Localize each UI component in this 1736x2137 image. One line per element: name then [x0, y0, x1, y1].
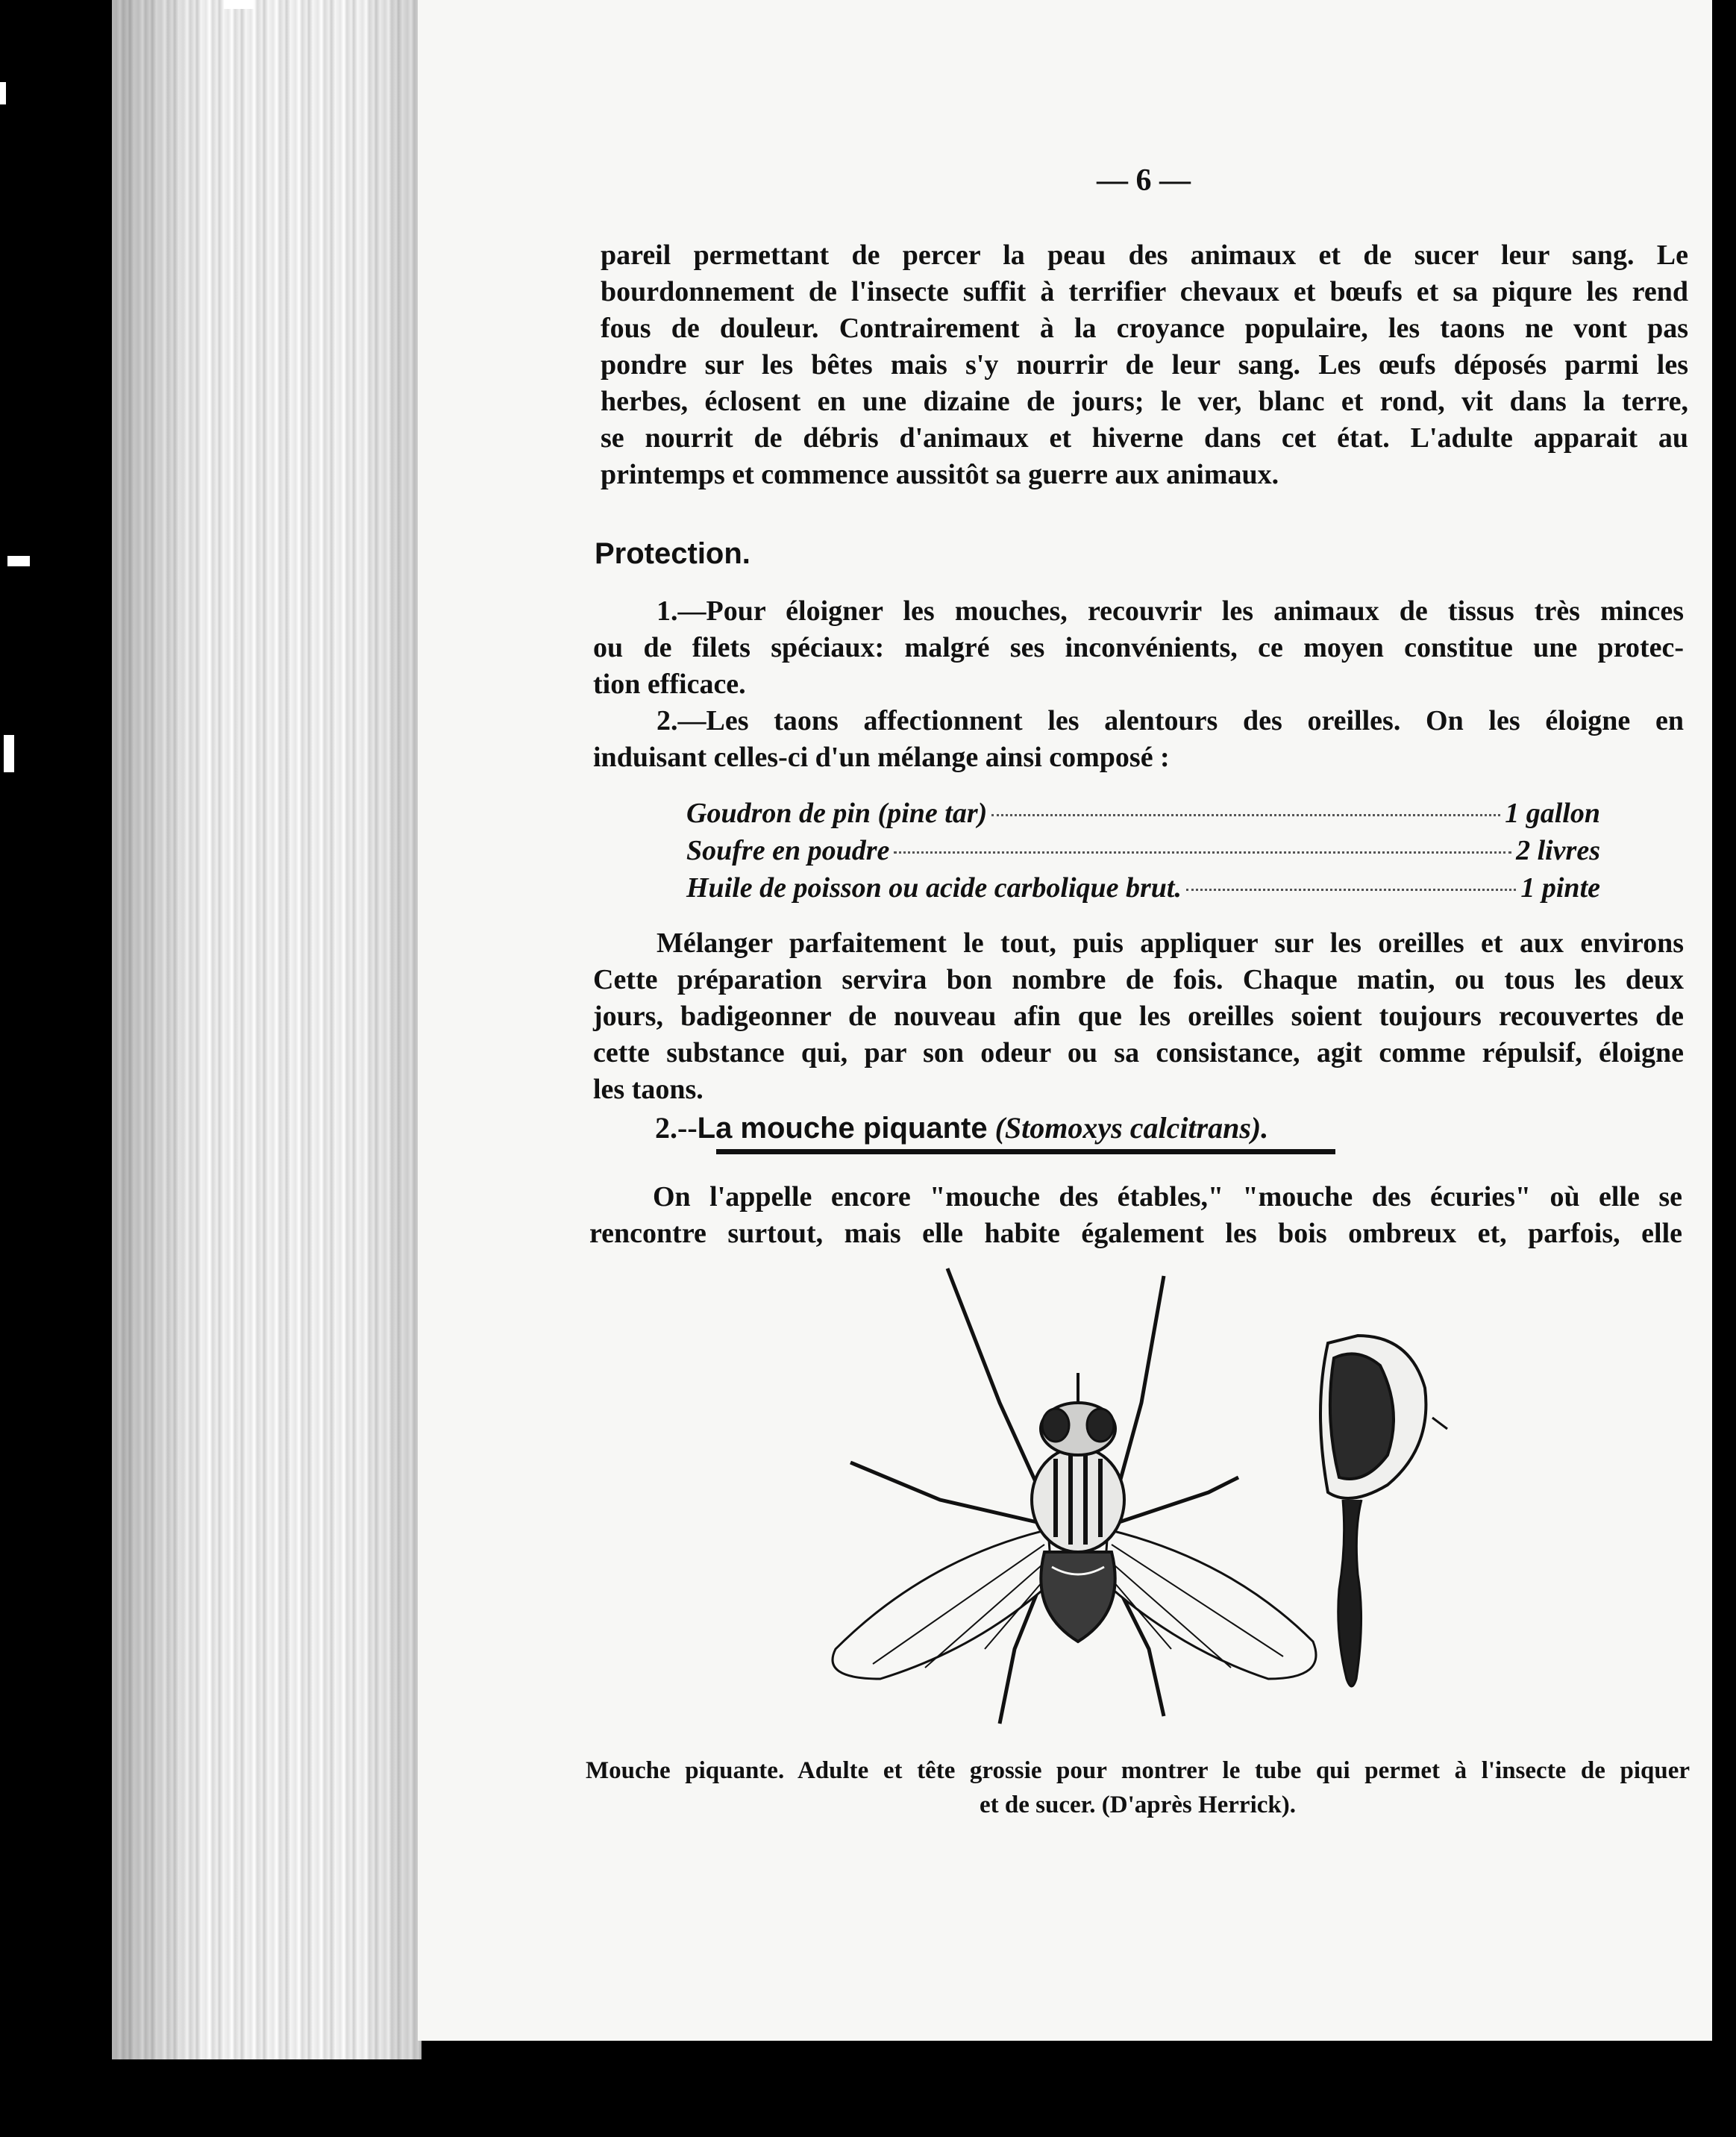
section-title-main: La mouche piquante — [697, 1112, 988, 1145]
scan-speck — [7, 556, 30, 566]
text-line: fous de douleur. Contrairement à la croyance populaire, les taons ne vont pas — [601, 313, 1688, 344]
scan-speck — [224, 0, 254, 9]
text-line: ou de filets spéciaux: malgré ses inconvénients, ce moyen constitue une protec- — [593, 632, 1684, 663]
adult-fly — [833, 1268, 1316, 1724]
scan-speck — [0, 82, 6, 104]
recipe-ingredient: Huile de poisson ou acide carbolique brut. — [686, 872, 1182, 904]
text-line: 2.—Les taons affectionnent les alentours des oreilles. On les éloigne en — [657, 705, 1684, 736]
paragraph-instructions — [593, 925, 1684, 1108]
paragraph-stable-fly — [589, 1179, 1682, 1252]
text-line: jours, badigeonner de nouveau afin que les oreilles soient toujours recouvertes de — [593, 1001, 1684, 1032]
page-number: — 6 — — [1097, 163, 1191, 198]
text-line: se nourrit de débris d'animaux et hiverne dans cet état. L'adulte apparait au — [601, 422, 1688, 454]
recipe-line — [686, 797, 1600, 834]
paragraph-taons — [601, 237, 1688, 493]
dot-leader — [1186, 889, 1516, 891]
recipe-ingredient: Soufre en poudre — [686, 835, 890, 866]
recipe-ingredient: Goudron de pin (pine tar) — [686, 798, 988, 829]
text-line: induisant celles-ci d'un mélange ainsi composé : — [593, 742, 1170, 773]
text-line: tion efficace. — [593, 669, 746, 700]
text-line: On l'appelle encore "mouche des étables," "mouche des écuries" où elle se — [653, 1181, 1682, 1213]
text-line: les taons. — [593, 1074, 704, 1105]
scan-speck — [4, 735, 14, 772]
text-line: 1.—Pour éloigner les mouches, recouvrir les animaux de tissus très minces — [657, 595, 1684, 627]
recipe-quantity: 2 livres — [1516, 835, 1600, 866]
text-line: bourdonnement de l'insecte suffit à terrifier chevaux et bœufs et sa piqure les rend — [601, 276, 1688, 307]
heading-protection: Protection. — [595, 537, 751, 570]
dot-leader — [991, 814, 1500, 816]
text-line: herbes, éclosent en une dizaine de jours; le ver, blanc et rond, vit dans la terre, — [601, 386, 1688, 417]
enlarged-head — [1320, 1336, 1447, 1686]
recipe-line — [686, 872, 1600, 909]
figure-caption-line-2: et de sucer. (D'après Herrick). — [980, 1792, 1296, 1818]
text-line: cette substance qui, par son odeur ou sa consistance, agit comme répulsif, éloigne — [593, 1037, 1684, 1068]
text-line: Cette préparation servira bon nombre de fois. Chaque matin, ou tous les deux — [593, 964, 1684, 995]
text-line: pondre sur les bêtes mais s'y nourrir de leur sang. Les œufs déposés parmi les — [601, 349, 1688, 381]
text-line: rencontre surtout, mais elle habite également les bois ombreux et, parfois, elle — [589, 1218, 1682, 1249]
section-number: 2.-- — [655, 1111, 698, 1145]
section-underline — [716, 1149, 1335, 1154]
fly-illustration — [791, 1261, 1462, 1746]
section-title — [655, 1110, 1268, 1145]
recipe-quantity: 1 pinte — [1520, 872, 1600, 904]
figure-caption-line-1: Mouche piquante. Adulte et tête grossie pour montrer le tube qui permet à l'insecte de piquer — [586, 1757, 1690, 1784]
section-title-latin: (Stomoxys calcitrans). — [994, 1111, 1269, 1145]
text-line: printemps et commence aussitôt sa guerre aux animaux. — [601, 459, 1279, 490]
recipe-line — [686, 834, 1600, 872]
dot-leader — [894, 851, 1511, 854]
text-line: Mélanger parfaitement le tout, puis appliquer sur les oreilles et aux environs — [657, 927, 1684, 959]
paragraph-protection-items — [593, 593, 1684, 776]
book-edge-shadow — [112, 0, 422, 2059]
text-line: pareil permettant de percer la peau des animaux et de sucer leur sang. Le — [601, 240, 1688, 271]
recipe-quantity: 1 gallon — [1505, 798, 1600, 829]
